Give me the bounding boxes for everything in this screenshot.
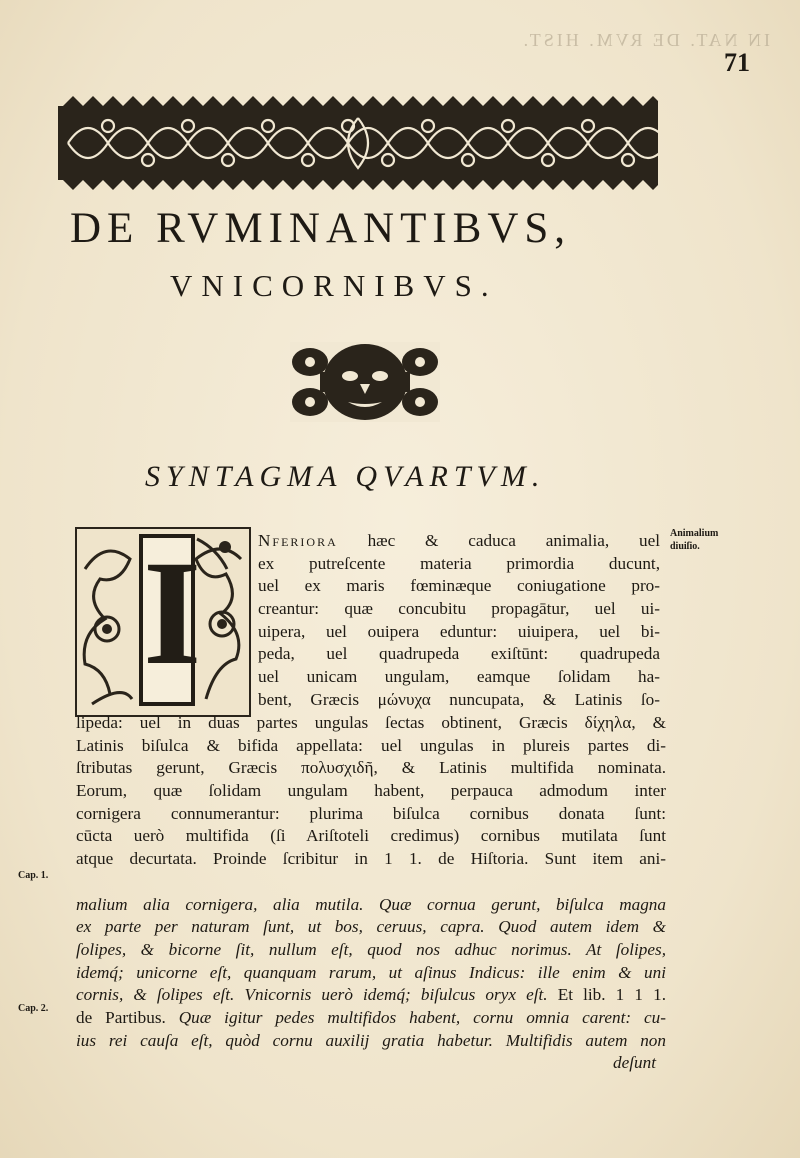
margin-note-divisio: diuiſio. [670,541,700,552]
text-line: idemq́; unicorne eſt, quanquam rarum, ut aſinus Indicus: ille enim & uni [76,962,666,982]
initial-letter: I [139,534,195,706]
show-through-text: IN NAT. DE RVM. HIST. [520,30,770,50]
text-line: creantur: quæ concubitu propagātur, uel ui- [258,599,660,619]
text-line: ex parte per naturam ſunt, ut bos, ceruus, capra. Quod autem idem & [76,917,666,937]
text-line: peda, uel quadrupeda exiſtūnt: quadrupeda [258,644,660,664]
text-line: cornigera connumerantur: plurima biſulca cornibus donata ſunt: [76,803,666,823]
text-line: Latinis biſulca & bifida appellata: uel ungulas in plureis partes di- [76,735,666,755]
text-line: lipeda: uel in duas partes ungulas ſectas obtinent, Græcis δίχηλα, & [76,713,666,732]
headpiece-ornament [58,88,658,198]
decorated-initial [75,527,251,717]
text-line: Nferiora hæc & caduca animalia, uel [258,531,660,550]
text-column-beside-initial [258,530,660,712]
grotesque-mask-ornament [290,342,440,422]
main-text-column [76,712,666,1075]
margin-note-cap2: Cap. 2. [18,1003,49,1014]
text-line: uel unicam ungulam, eamque ſolidam ha- [258,667,660,687]
text-line: de Partibus. Quæ igitur pedes multifidos habent, cornu omnia carent: cu- [76,1007,666,1027]
text-line: ius rei cauſa eſt, quòd cornu auxilij gratia habetur. Multifidis autem non [76,1030,666,1050]
text-line: bent, Græcis μώνυχα nuncupata, & Latinis ſo- [258,689,660,709]
text-line: uel ex maris fœminæque coniugatione pro- [258,576,660,596]
page-number: 71 [724,48,750,77]
text-line: malium alia cornigera, alia mutila. Quæ cornua gerunt, biſulca magna [76,894,666,914]
section-heading: SYNTAGMA QVARTVM. [145,460,546,493]
chapter-title: DE RVMINANTIBVS, [70,205,572,252]
chapter-subtitle: VNICORNIBVS. [170,268,498,303]
text-line: ſolipes, & bicorne ſit, nullum eſt, quod nos adhuc norimus. At ſolipes, [76,939,666,959]
text-line: ex putreſcente materia primordia ducunt, [258,553,660,573]
text-line: cornis, & ſolipes eſt. Vnicornis uerò idemq́; biſulcus oryx eſt. Et lib. 1 1 1. [76,985,666,1005]
text-line: Eorum, quæ ſolidam ungulam habent, perpauca admodum inter [76,781,666,801]
margin-note-cap1: Cap. 1. [18,870,49,881]
text-line: cūcta uerò multifida (ſi Ariſtoteli credimus) cornibus mutilata ſunt [76,826,666,846]
text-line: ſtributas gerunt, Græcis πολυσχιδῆ, & Latinis multifida nominata. [76,758,666,778]
margin-note-animalium: Animalium [670,528,719,539]
text-line [76,871,666,894]
text-line: atque decurtata. Proinde ſcribitur in 1 1. de Hiſtoria. Sunt item ani- [76,849,666,869]
catchword: deſunt [613,1053,656,1073]
text-line: uipera, uel ouipera eduntur: uiuipera, uel bi- [258,621,660,641]
